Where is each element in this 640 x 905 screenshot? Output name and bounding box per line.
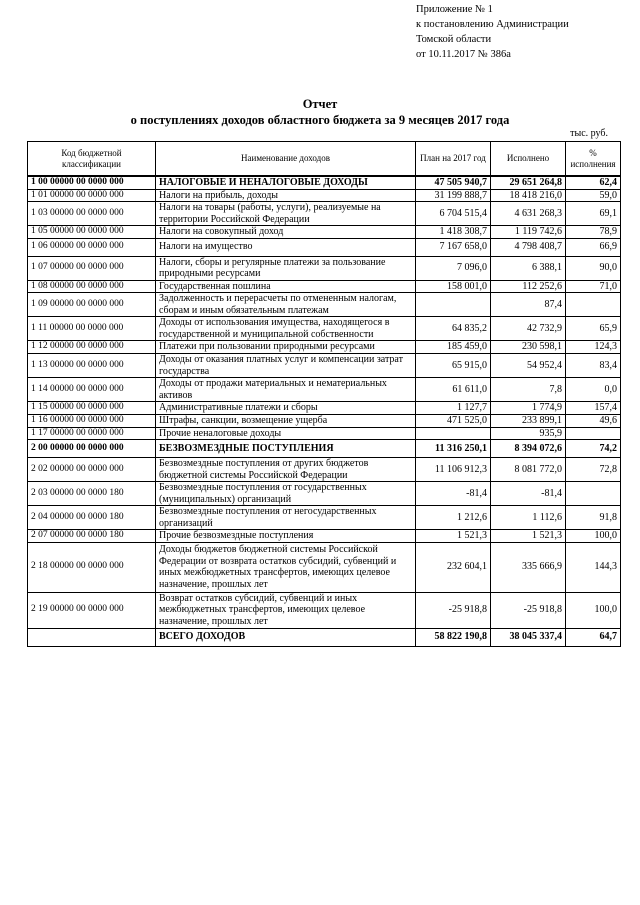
cell-percent: 71,0 [566,280,621,293]
table-row [28,176,621,189]
cell-executed: 335 666,9 [491,542,566,592]
cell-executed: 87,4 [491,293,566,317]
cell-executed: 230 598,1 [491,341,566,354]
cell-percent: 83,4 [566,354,621,378]
cell-executed: 7,8 [491,378,566,402]
cell-plan: -81,4 [416,482,491,506]
table-row [28,402,621,415]
table-row [28,189,621,202]
table-row [28,482,621,506]
cell-executed: 54 952,4 [491,354,566,378]
cell-code: 1 06 00000 00 0000 000 [28,238,156,256]
cell-name: Государственная пошлина [156,280,416,293]
cell-percent: 78,9 [566,226,621,239]
cell-percent: 72,8 [566,458,621,482]
cell-percent: 64,7 [566,628,621,646]
cell-percent: 74,2 [566,440,621,458]
cell-name: Возврат остатков субсидий, субвенций и иных межбюджетных трансфертов, имеющих целевое назначение, прошлых лет [156,592,416,628]
cell-code: 2 07 00000 00 0000 180 [28,530,156,543]
table-row [28,293,621,317]
cell-plan: 11 106 912,3 [416,458,491,482]
cell-plan: 1 521,3 [416,530,491,543]
header-executed: Исполнено [491,142,566,177]
cell-plan: 158 001,0 [416,280,491,293]
cell-plan: 65 915,0 [416,354,491,378]
cell-code: 1 03 00000 00 0000 000 [28,202,156,226]
cell-name: БЕЗВОЗМЕЗДНЫЕ ПОСТУПЛЕНИЯ [156,440,416,458]
cell-name: Прочие неналоговые доходы [156,427,416,440]
cell-executed: 8 081 772,0 [491,458,566,482]
table-row [28,542,621,592]
cell-plan: 47 505 940,7 [416,176,491,189]
cell-code: 1 00 00000 00 0000 000 [28,176,156,189]
cell-executed: -25 918,8 [491,592,566,628]
cell-code: 2 19 00000 00 0000 000 [28,592,156,628]
cell-name: Налоги на имущество [156,238,416,256]
cell-code: 1 14 00000 00 0000 000 [28,378,156,402]
cell-percent [566,427,621,440]
table-header-row [28,142,621,177]
cell-name: Налоги на товары (работы, услуги), реализуемые на территории Российской Федерации [156,202,416,226]
cell-plan: 7 096,0 [416,256,491,280]
cell-percent: 66,9 [566,238,621,256]
cell-percent: 62,4 [566,176,621,189]
cell-code: 1 12 00000 00 0000 000 [28,341,156,354]
table-row [28,440,621,458]
cell-percent: 65,9 [566,317,621,341]
cell-code: 1 17 00000 00 0000 000 [28,427,156,440]
table-row [28,226,621,239]
cell-executed: 4 631 268,3 [491,202,566,226]
table-row [28,317,621,341]
cell-code: 2 18 00000 00 0000 000 [28,542,156,592]
table-row [28,202,621,226]
cell-code: 1 05 00000 00 0000 000 [28,226,156,239]
cell-name: Платежи при пользовании природными ресурсами [156,341,416,354]
header-plan: План на 2017 год [416,142,491,177]
cell-name: Доходы от использования имущества, находящегося в государственной и муниципальной собственности [156,317,416,341]
cell-name: Доходы бюджетов бюджетной системы Российской Федерации от возврата остатков субсидий, субвенций и иных межбюджетных трансфертов, имеющих целевое назначение, прошлых лет [156,542,416,592]
cell-name: Безвозмездные поступления от других бюджетов бюджетной системы Российской Федерации [156,458,416,482]
cell-executed: 1 521,3 [491,530,566,543]
cell-name: Доходы от продажи материальных и нематериальных активов [156,378,416,402]
cell-percent: 69,1 [566,202,621,226]
cell-plan: 31 199 888,7 [416,189,491,202]
appendix-note [416,2,569,62]
cell-name: Прочие безвозмездные поступления [156,530,416,543]
cell-plan: 11 316 250,1 [416,440,491,458]
report-subtitle: о поступлениях доходов областного бюджета за 9 месяцев 2017 года [130,113,510,127]
cell-executed: 112 252,6 [491,280,566,293]
cell-code: 2 00 00000 00 0000 000 [28,440,156,458]
cell-plan: 185 459,0 [416,341,491,354]
cell-code: 1 15 00000 00 0000 000 [28,402,156,415]
cell-name: Штрафы, санкции, возмещение ущерба [156,415,416,428]
table-row [28,506,621,530]
cell-executed: -81,4 [491,482,566,506]
cell-plan: 232 604,1 [416,542,491,592]
cell-code: 2 04 00000 00 0000 180 [28,506,156,530]
cell-percent: 49,6 [566,415,621,428]
cell-percent: 0,0 [566,378,621,402]
cell-percent: 100,0 [566,530,621,543]
cell-name: Налоги на прибыль, доходы [156,189,416,202]
cell-name: Задолженность и перерасчеты по отмененным налогам, сборам и иным обязательным платежам [156,293,416,317]
cell-executed: 18 418 216,0 [491,189,566,202]
appendix-line: Томской области [416,34,492,45]
cell-plan: 64 835,2 [416,317,491,341]
table-row [28,354,621,378]
cell-code: 2 02 00000 00 0000 000 [28,458,156,482]
table-row [28,378,621,402]
cell-plan: 1 127,7 [416,402,491,415]
cell-percent: 124,3 [566,341,621,354]
cell-code: 1 08 00000 00 0000 000 [28,280,156,293]
cell-plan: 1 418 308,7 [416,226,491,239]
cell-code: 1 16 00000 00 0000 000 [28,415,156,428]
cell-executed: 6 388,1 [491,256,566,280]
cell-plan [416,427,491,440]
table-row [28,256,621,280]
cell-executed: 233 899,1 [491,415,566,428]
cell-name: Налоги, сборы и регулярные платежи за пользование природными ресурсами [156,256,416,280]
cell-name: Налоги на совокупный доход [156,226,416,239]
cell-percent [566,293,621,317]
table-row [28,238,621,256]
cell-name: Доходы от оказания платных услуг и компенсации затрат государства [156,354,416,378]
cell-plan: 471 525,0 [416,415,491,428]
cell-name: Безвозмездные поступления от негосударственных организаций [156,506,416,530]
table-row [28,280,621,293]
table-row [28,415,621,428]
cell-executed: 29 651 264,8 [491,176,566,189]
cell-percent: 100,0 [566,592,621,628]
cell-code [28,628,156,646]
header-code: Код бюджетной классификации [28,142,156,177]
report-title: Отчет [302,97,338,111]
cell-executed: 1 112,6 [491,506,566,530]
cell-code: 1 01 00000 00 0000 000 [28,189,156,202]
cell-plan [416,293,491,317]
cell-plan: 1 212,6 [416,506,491,530]
cell-executed: 935,9 [491,427,566,440]
header-name: Наименование доходов [156,142,416,177]
table-row [28,628,621,646]
table-row [28,458,621,482]
table-row [28,592,621,628]
cell-name: НАЛОГОВЫЕ И НЕНАЛОГОВЫЕ ДОХОДЫ [156,176,416,189]
table-body [28,176,621,646]
cell-code: 1 09 00000 00 0000 000 [28,293,156,317]
cell-code: 1 07 00000 00 0000 000 [28,256,156,280]
table-row [28,341,621,354]
appendix-line: Приложение № 1 [416,4,493,15]
cell-executed: 8 394 072,6 [491,440,566,458]
cell-percent: 157,4 [566,402,621,415]
cell-code: 2 03 00000 00 0000 180 [28,482,156,506]
cell-plan: 61 611,0 [416,378,491,402]
appendix-line: к постановлению Администрации [416,19,569,30]
cell-plan: 58 822 190,8 [416,628,491,646]
cell-code: 1 11 00000 00 0000 000 [28,317,156,341]
cell-percent: 91,8 [566,506,621,530]
cell-plan: 6 704 515,4 [416,202,491,226]
cell-name: Административные платежи и сборы [156,402,416,415]
cell-percent: 59,0 [566,189,621,202]
table-row [28,427,621,440]
cell-name: ВСЕГО ДОХОДОВ [156,628,416,646]
cell-name: Безвозмездные поступления от государственных (муниципальных) организаций [156,482,416,506]
cell-executed: 42 732,9 [491,317,566,341]
income-report-table [27,141,621,647]
cell-code: 1 13 00000 00 0000 000 [28,354,156,378]
cell-plan: -25 918,8 [416,592,491,628]
table-row [28,530,621,543]
cell-percent: 90,0 [566,256,621,280]
cell-executed: 1 774,9 [491,402,566,415]
cell-executed: 4 798 408,7 [491,238,566,256]
cell-plan: 7 167 658,0 [416,238,491,256]
header-percent: % исполнения [566,142,621,177]
appendix-line: от 10.11.2017 № 386а [416,49,511,60]
cell-executed: 1 119 742,6 [491,226,566,239]
units-label: тыс. руб. [570,128,608,139]
cell-executed: 38 045 337,4 [491,628,566,646]
cell-percent: 144,3 [566,542,621,592]
cell-percent [566,482,621,506]
